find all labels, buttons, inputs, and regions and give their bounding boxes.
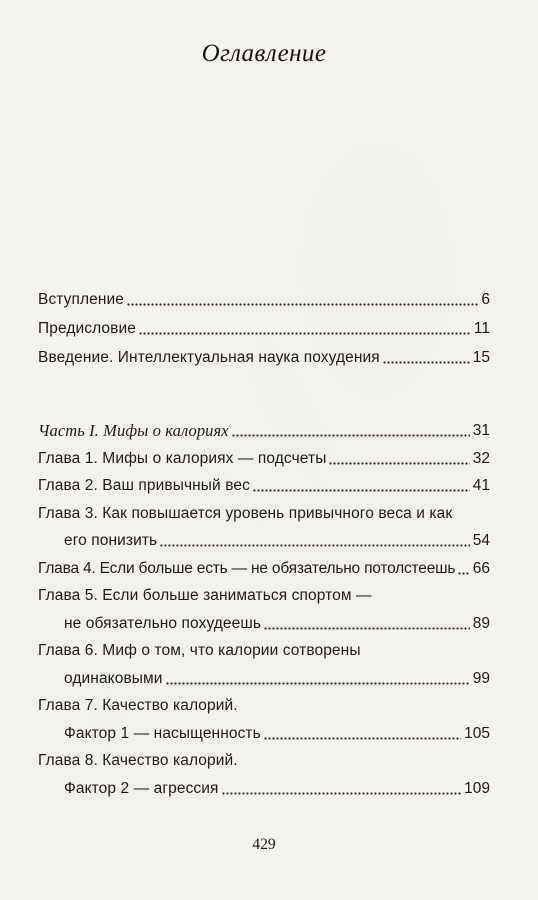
entry-line-continued — [38, 527, 490, 555]
entry-title: Глава 1. Мифы о калориях — подсчеты — [38, 449, 327, 467]
entry-line — [38, 500, 490, 528]
toc-entry-chapter-2 — [38, 472, 490, 500]
dot-leader — [458, 572, 470, 575]
entry-title: Глава 5. Если больше заниматься спортом — — [38, 587, 372, 604]
entry-title: Глава 3. Как повышается уровень привычного веса и как — [38, 504, 453, 522]
entry-page-number: 89 — [472, 614, 490, 632]
entry-page-number: 109 — [464, 779, 490, 797]
dot-leader — [127, 303, 478, 306]
entry-title: Введение. Интеллектуальная наука похудения — [38, 349, 380, 366]
dot-leader — [139, 332, 471, 335]
toc-entry-chapter-8 — [38, 747, 490, 802]
dot-leader — [166, 682, 470, 685]
entry-line-continued — [38, 610, 490, 638]
entry-page-number: 66 — [472, 559, 490, 577]
entry-title: Вступление — [38, 291, 125, 308]
toc-entry-chapter-6 — [38, 637, 490, 692]
entry-page-number: 105 — [464, 724, 490, 742]
entry-title-continued: одинаковыми — [64, 669, 163, 687]
part-title: Часть I. Мифы о калориях — [38, 421, 229, 440]
entry-line — [38, 747, 490, 775]
toc-entry-chapter-3 — [38, 500, 490, 555]
entry-page-number: 32 — [472, 449, 490, 467]
dot-leader — [160, 544, 470, 547]
entry-page-number: 41 — [472, 477, 490, 494]
dot-leader — [264, 737, 461, 740]
entry-page-number: 6 — [481, 291, 490, 308]
toc-entry-chapter-4 — [38, 555, 490, 583]
entry-line-continued — [38, 775, 490, 803]
entry-line-continued — [38, 665, 490, 693]
entry-page-number: 54 — [472, 532, 490, 549]
entry-page-number: 15 — [472, 349, 490, 366]
toc-entry-chapter-5 — [38, 582, 490, 637]
toc-entry-foreword — [38, 344, 490, 372]
entry-line-continued — [38, 720, 490, 748]
page-number: 429 — [252, 836, 276, 853]
dot-leader — [253, 489, 470, 492]
entry-page-number: 99 — [472, 669, 490, 687]
toc-entry-chapter-1 — [38, 445, 490, 473]
dot-leader — [329, 462, 469, 465]
entry-title-continued: не обязательно похудеешь — [64, 614, 262, 632]
entry-title: Глава 8. Качество калорий. — [38, 752, 238, 769]
toc-entry-preface — [38, 315, 490, 343]
dot-leader — [383, 361, 470, 364]
entry-title: Глава 7. Качество калорий. — [38, 697, 238, 714]
entry-page-number: 11 — [473, 320, 490, 337]
toc-entry-chapter-7 — [38, 692, 490, 747]
entry-title: Глава 4. Если больше есть — не обязательно потолстеешь — [38, 559, 456, 577]
part-heading — [38, 417, 490, 445]
entry-line — [38, 582, 490, 610]
entry-title: Предисловие — [38, 320, 136, 337]
front-matter-list — [38, 286, 490, 373]
toc-entry-introduction — [38, 286, 490, 314]
dot-leader — [222, 792, 462, 795]
entry-title: Глава 2. Ваш привычный вес — [38, 477, 250, 494]
dot-leader — [264, 627, 470, 630]
part-1-list — [38, 417, 490, 802]
entry-title-continued: Фактор 1 — насыщенность — [64, 724, 261, 742]
dot-leader — [232, 434, 470, 437]
entry-line — [38, 692, 490, 720]
entry-page-number: 31 — [472, 422, 490, 439]
entry-title-continued: его понизить — [64, 532, 158, 549]
toc-title: Оглавление — [201, 40, 327, 67]
entry-line — [38, 637, 490, 665]
entry-title: Глава 6. Миф о том, что калории сотворены — [38, 642, 361, 659]
entry-title-continued: Фактор 2 — агрессия — [64, 779, 219, 797]
